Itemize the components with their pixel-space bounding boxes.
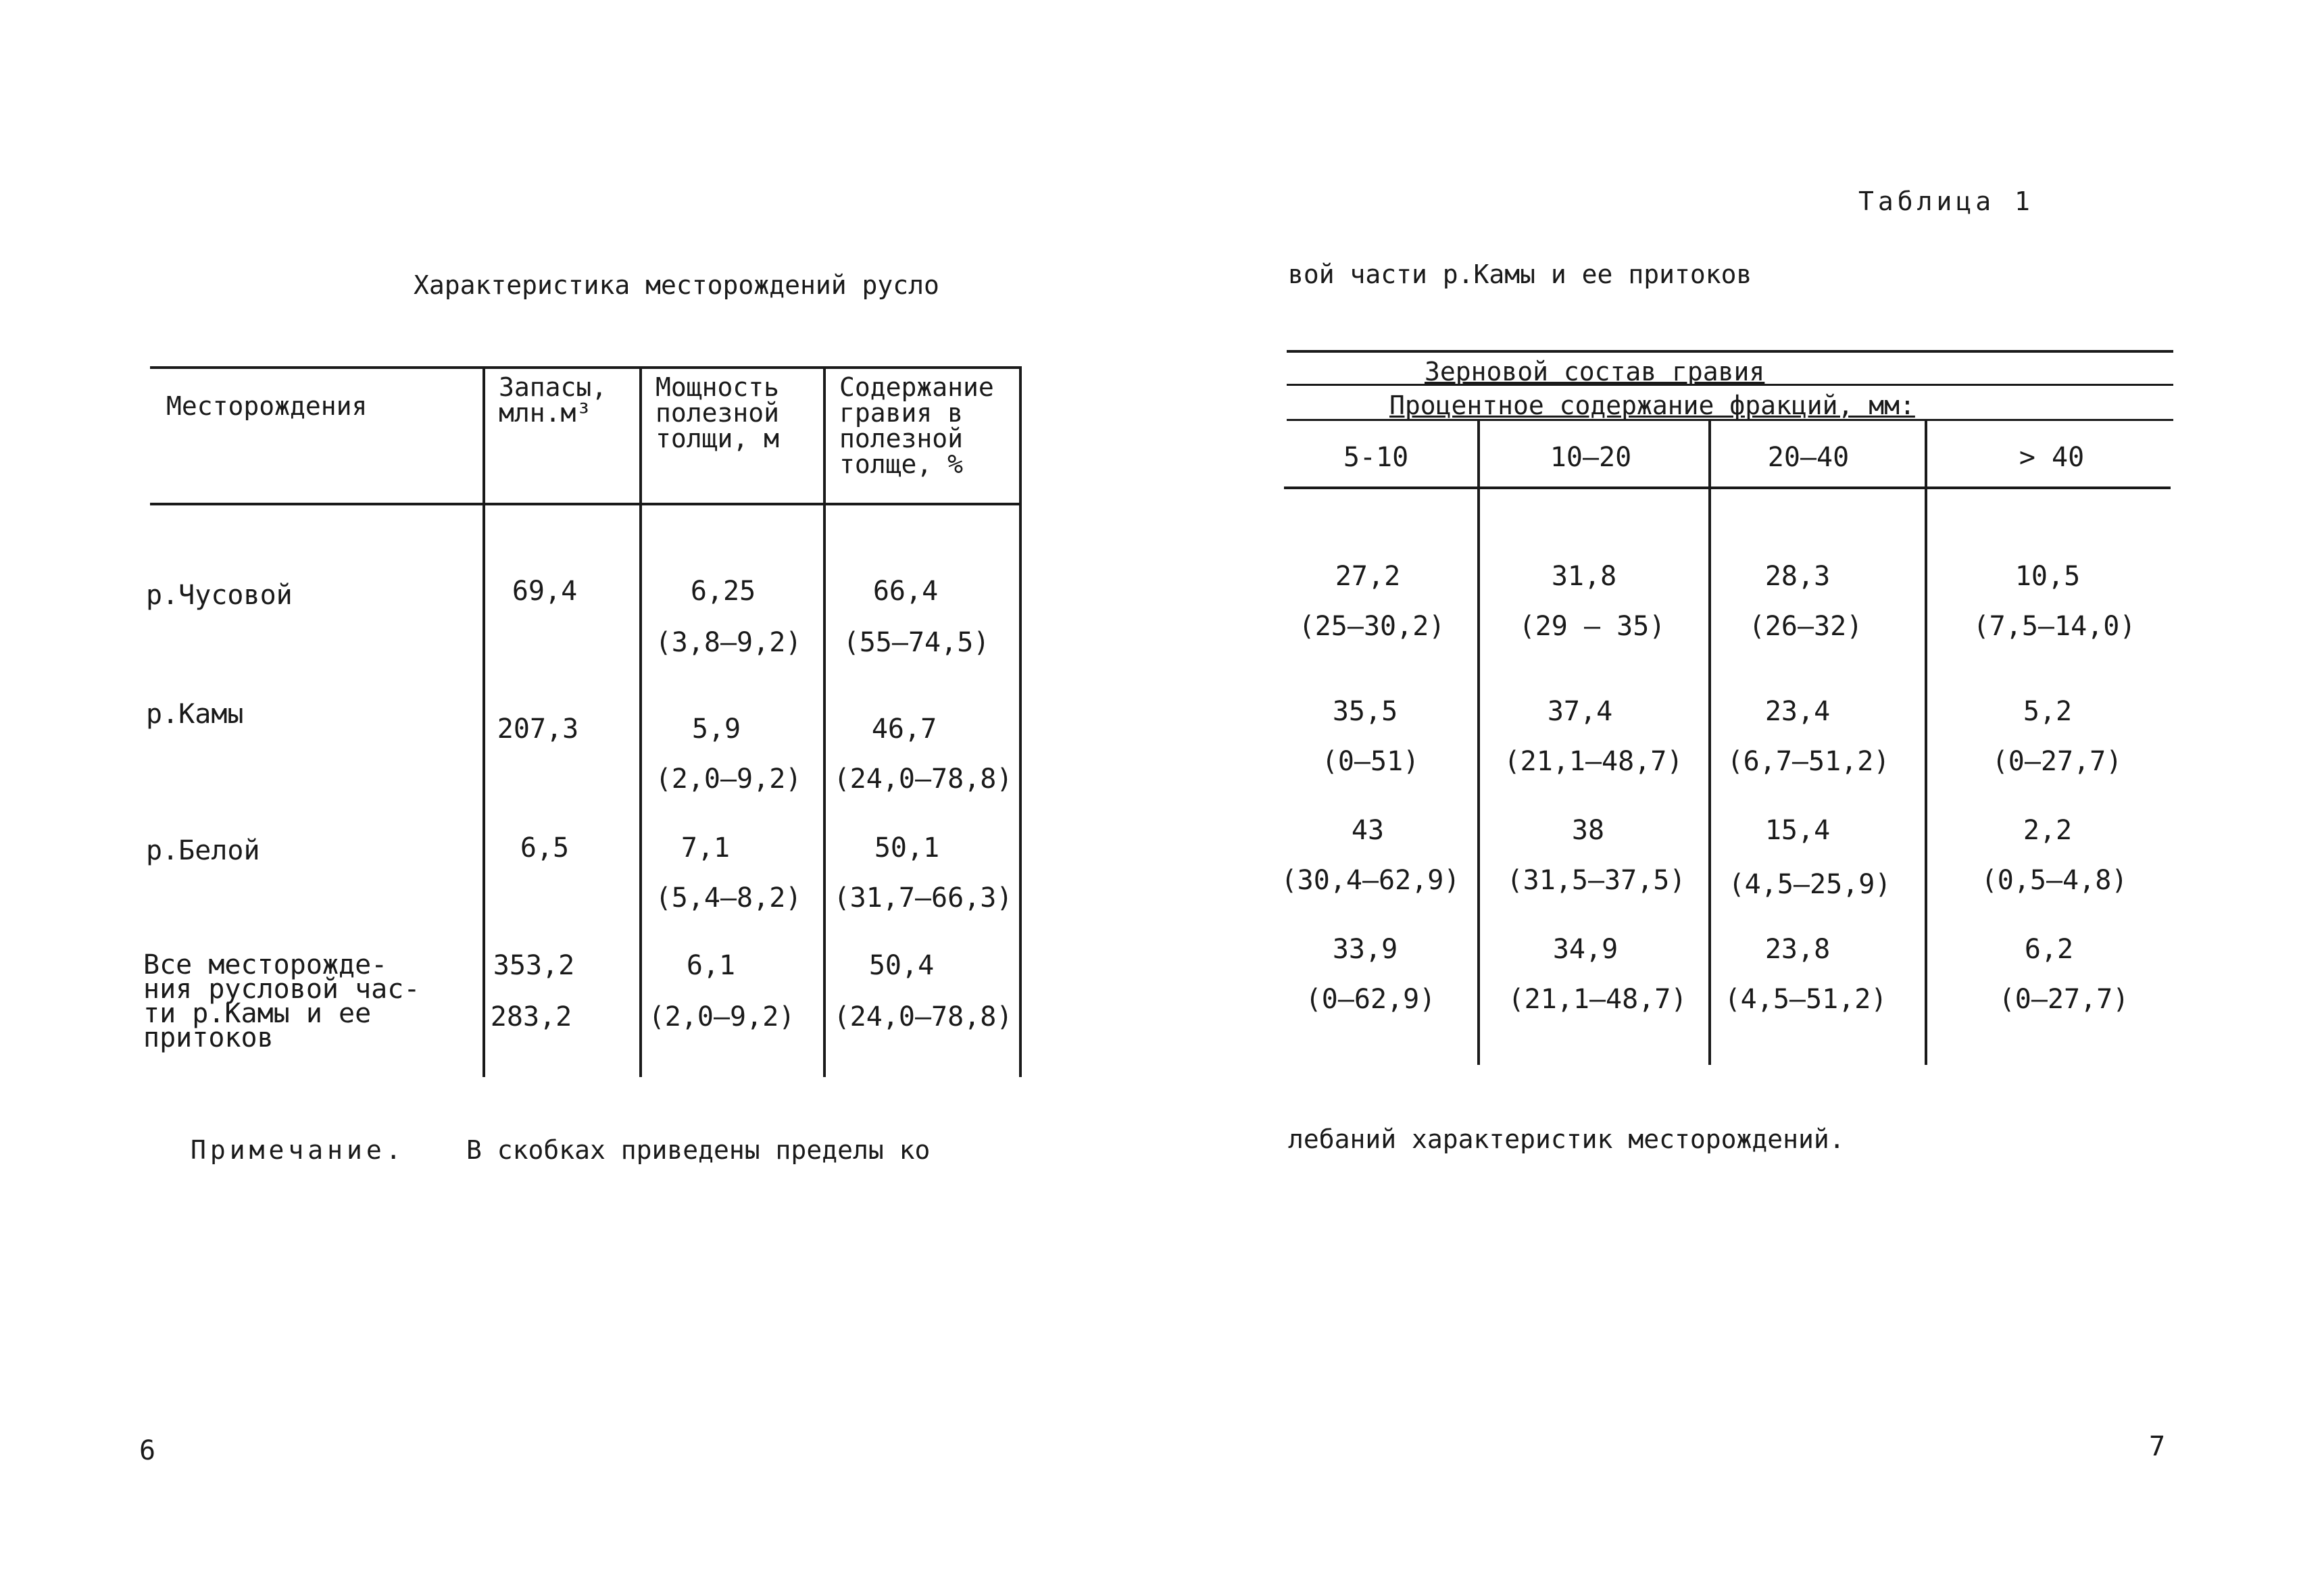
- reserves-value: 69,4: [512, 576, 578, 607]
- header-gravel-2: гравия в: [839, 398, 964, 428]
- table-title-left: Характеристика месторождений русло: [414, 270, 939, 300]
- fraction-range: (4,5–51,2): [1724, 984, 1887, 1015]
- fraction-value: 28,3: [1764, 561, 1831, 592]
- gravel-value: 50,1: [874, 832, 940, 864]
- thickness-value: 7,1: [681, 832, 731, 864]
- gravel-value: 66,4: [872, 576, 939, 607]
- fraction-value: 34,9: [1552, 934, 1618, 965]
- column-header: 10–20: [1550, 442, 1632, 473]
- total-name-line2: ния русловой час-: [143, 974, 420, 1005]
- fraction-range: (0–62,9): [1305, 984, 1436, 1015]
- sub-header-text: Процентное содержание фракций, мм:: [1389, 391, 1915, 420]
- fraction-value: 35,5: [1332, 696, 1398, 727]
- header-thickness-1: Мощность: [656, 372, 780, 402]
- header-reserves-2: млн.м³: [499, 398, 592, 428]
- header-thickness-3: толщи, м: [656, 424, 780, 453]
- row-name: р.Камы: [146, 699, 244, 730]
- fraction-value: 23,4: [1764, 696, 1831, 727]
- left-table-top-rule: [150, 366, 1022, 369]
- fraction-value: 27,2: [1335, 561, 1401, 592]
- fraction-range: (26–32): [1748, 611, 1863, 642]
- column-header: 20–40: [1767, 442, 1850, 473]
- note-text-right: лебаний характеристик месторождений.: [1288, 1124, 1845, 1154]
- sub-header: [1389, 391, 1915, 420]
- fraction-range: (31,5–37,5): [1506, 865, 1686, 896]
- right-header-rule: [1284, 487, 2171, 489]
- fraction-value: 38: [1571, 815, 1605, 846]
- left-table-header-rule: [150, 503, 1022, 505]
- total-name-line4: притоков: [143, 1022, 274, 1053]
- right-table-top-rule: [1287, 350, 2173, 353]
- fraction-range: (0,5–4,8): [1981, 865, 2128, 896]
- fraction-range: (21,1–48,7): [1508, 984, 1687, 1015]
- column-header: > 40: [2019, 442, 2085, 473]
- fraction-range: (21,1–48,7): [1504, 746, 1683, 777]
- reserves-value: 207,3: [497, 714, 579, 745]
- gravel-value: 46,7: [871, 714, 937, 745]
- total-name-line3: ти р.Камы и ее: [143, 998, 372, 1029]
- right-col-divider-3: [1925, 420, 1927, 1065]
- header-gravel-4: толще, %: [839, 449, 964, 479]
- right-col-divider-2: [1708, 420, 1711, 1065]
- group-header: [1425, 357, 1764, 386]
- header-gravel-1: Содержание: [839, 372, 994, 402]
- fraction-range: (0–27,7): [1998, 984, 2129, 1015]
- fraction-value: 5,2: [2023, 696, 2073, 727]
- fraction-value: 23,8: [1764, 934, 1831, 965]
- fraction-value: 31,8: [1551, 561, 1617, 592]
- note-label: Примечание.: [191, 1135, 405, 1165]
- fraction-range: (6,7–51,2): [1727, 746, 1890, 777]
- total-thickness-range: (2,0–9,2): [648, 1001, 795, 1032]
- table-label: Таблица 1: [1858, 186, 2034, 216]
- left-col-divider-4: [1019, 366, 1022, 1077]
- column-header: 5-10: [1343, 442, 1409, 473]
- fraction-value: 6,2: [2024, 934, 2074, 965]
- fraction-range: (4,5–25,9): [1728, 869, 1892, 900]
- fraction-value: 37,4: [1547, 696, 1613, 727]
- gravel-range: (55–74,5): [843, 627, 990, 658]
- header-gravel-3: полезной: [839, 424, 964, 453]
- left-col-divider-3: [823, 366, 826, 1077]
- header-deposits: Месторождения: [166, 391, 368, 421]
- total-thickness: 6,1: [686, 950, 736, 981]
- right-col-divider-1: [1477, 420, 1480, 1065]
- fraction-value: 10,5: [2014, 561, 2081, 592]
- left-col-divider-1: [483, 366, 485, 1077]
- fraction-range: (0–27,7): [1992, 746, 2123, 777]
- fraction-value: 2,2: [2023, 815, 2073, 846]
- fraction-value: 43: [1351, 815, 1385, 846]
- fraction-range: (0–51): [1321, 746, 1420, 777]
- total-reserves: 353,2: [493, 950, 575, 981]
- fraction-range: (7,5–14,0): [1973, 611, 2136, 642]
- header-reserves-1: Запасы,: [499, 372, 608, 402]
- thickness-value: 5,9: [691, 714, 741, 745]
- thickness-value: 6,25: [690, 576, 756, 607]
- row-name: р.Белой: [146, 835, 260, 866]
- thickness-range: (3,8–9,2): [655, 627, 802, 658]
- total-name-line1: Все месторожде-: [143, 949, 388, 980]
- thickness-range: (2,0–9,2): [655, 764, 802, 795]
- fraction-value: 15,4: [1764, 815, 1831, 846]
- note-text-left: В скобках приведены пределы ко: [466, 1135, 931, 1165]
- gravel-range: (24,0–78,8): [833, 764, 1013, 795]
- page-number-right: 7: [2149, 1431, 2166, 1462]
- gravel-range: (31,7–66,3): [833, 882, 1013, 914]
- group-header-text: Зерновой состав гравия: [1425, 357, 1765, 386]
- fraction-value: 33,9: [1332, 934, 1398, 965]
- fraction-range: (30,4–62,9): [1281, 865, 1460, 896]
- table-title-right: вой части р.Камы и ее притоков: [1288, 259, 1752, 289]
- left-col-divider-2: [639, 366, 642, 1077]
- reserves-value: 6,5: [520, 832, 570, 864]
- page-number-left: 6: [139, 1435, 156, 1466]
- total-gravel: 50,4: [868, 950, 935, 981]
- total-gravel-range: (24,0–78,8): [833, 1001, 1013, 1032]
- row-name: р.Чусовой: [146, 580, 293, 611]
- fraction-range: (29 – 35): [1518, 611, 1666, 642]
- thickness-range: (5,4–8,2): [655, 882, 802, 914]
- header-thickness-2: полезной: [656, 398, 780, 428]
- fraction-range: (25–30,2): [1298, 611, 1445, 642]
- total-reserves-2: 283,2: [490, 1001, 572, 1032]
